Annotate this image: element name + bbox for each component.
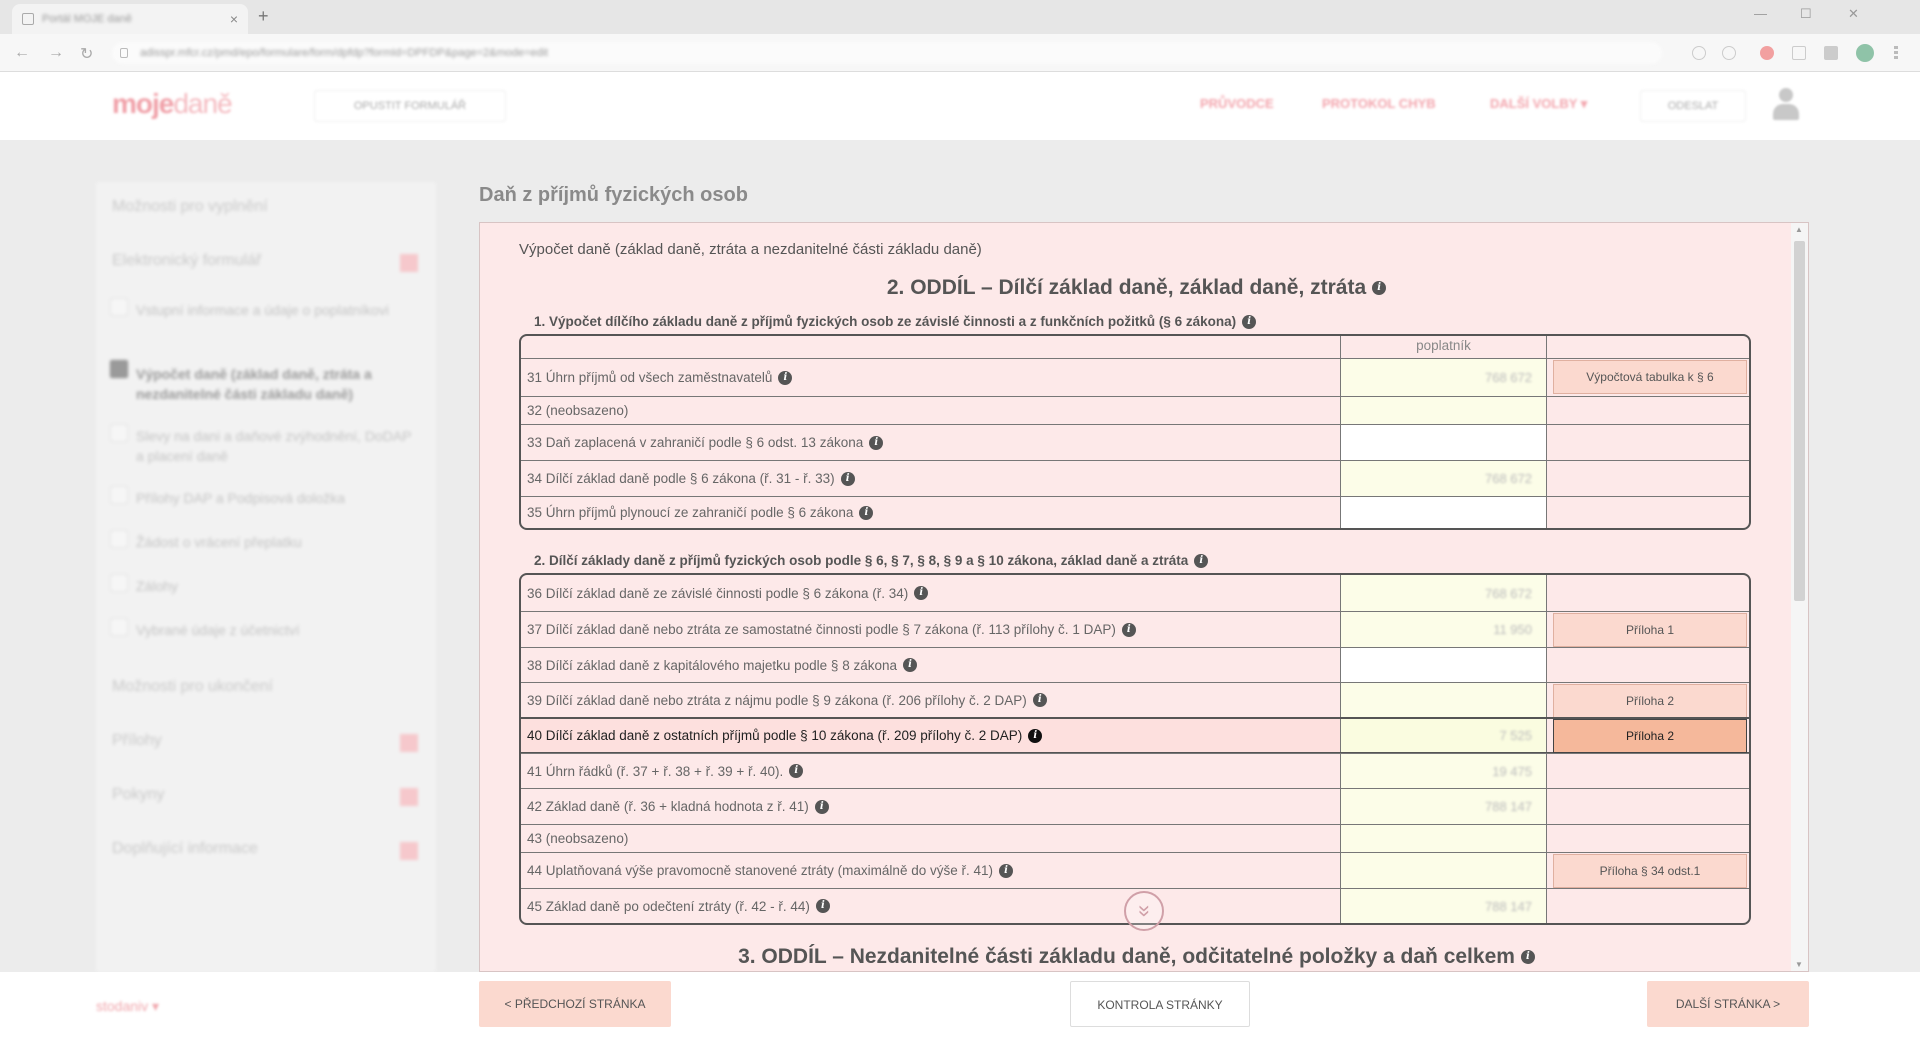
row-label: 35 Úhrn příjmů plynoucí ze zahraničí podle § 6 zákona i: [521, 497, 1341, 528]
user-avatar-icon[interactable]: [1770, 88, 1802, 122]
row-43-value: [1341, 825, 1547, 852]
window-close-icon[interactable]: ✕: [1848, 6, 1859, 21]
row-44-value: [1341, 853, 1547, 888]
row-label: 45 Základ daně po odečtení ztráty (ř. 42 - ř. 44) i: [521, 889, 1341, 923]
close-icon[interactable]: ×: [229, 11, 238, 27]
footer: [0, 972, 1920, 1040]
table-row: [521, 788, 1749, 824]
table-row: [521, 460, 1749, 496]
row-45-value: 788 147: [1341, 889, 1547, 923]
table-row: [521, 496, 1749, 528]
table-row: [521, 682, 1749, 717]
checkbox-icon: [110, 486, 128, 504]
sidebar-item-refund-request[interactable]: Žádost o vrácení přeplatku: [136, 534, 302, 550]
sidebar-error-mark-icon: [400, 788, 418, 806]
sidebar-section-finish: Možnosti pro ukončení: [112, 678, 273, 695]
checkbox-icon: [110, 574, 128, 592]
info-icon[interactable]: i: [1028, 729, 1042, 743]
column-header-taxpayer: poplatník: [1341, 336, 1547, 358]
scroll-down-arrow-icon[interactable]: ▼: [1795, 960, 1803, 969]
row-34-value: 768 672: [1341, 461, 1547, 496]
sidebar-item-attachments-signature[interactable]: Přílohy DAP a Podpisová doložka: [136, 490, 346, 506]
info-icon[interactable]: i: [789, 764, 803, 778]
row-33-input[interactable]: [1341, 425, 1547, 460]
row-label: 32 (neobsazeno): [521, 397, 1341, 424]
next-page-button[interactable]: DALŠÍ STRÁNKA >: [1647, 981, 1809, 1027]
browser-tab[interactable]: [12, 4, 248, 34]
address-bar-area: [0, 34, 1920, 72]
checkbox-icon: [110, 530, 128, 548]
table-row: [521, 611, 1749, 647]
extension-icon[interactable]: [1692, 46, 1706, 60]
checkbox-icon: [110, 424, 128, 442]
checkbox-icon: [110, 618, 128, 636]
row-38-input[interactable]: [1341, 648, 1547, 682]
check-page-button[interactable]: KONTROLA STRÁNKY: [1070, 981, 1250, 1027]
lock-icon: [120, 48, 128, 58]
info-icon[interactable]: i: [859, 506, 873, 520]
attachment-2-other-button[interactable]: Příloha 2: [1553, 719, 1747, 753]
sidebar-item-attachments[interactable]: Přílohy: [112, 732, 162, 749]
favicon-icon: [22, 13, 34, 25]
table-row: [521, 647, 1749, 682]
row-label: 33 Daň zaplacená v zahraničí podle § 6 odst. 13 zákona i: [521, 425, 1341, 460]
vertical-scrollbar[interactable]: [1791, 223, 1808, 971]
sidebar-error-mark-icon: [400, 734, 418, 752]
nav-error-log-link[interactable]: PROTOKOL CHYB: [1322, 96, 1436, 111]
sidebar-section-options: Možnosti pro vyplnění: [112, 198, 268, 215]
table-part-1: [519, 334, 1751, 530]
language-link[interactable]: stodaniv ▾: [96, 998, 160, 1014]
header-label-cell: [521, 336, 1341, 358]
scroll-up-arrow-icon[interactable]: ▲: [1795, 225, 1803, 234]
sidebar-error-mark-icon: [400, 842, 418, 860]
table-row: [521, 424, 1749, 460]
sidebar-item-advances[interactable]: Zálohy: [136, 578, 179, 594]
star-icon[interactable]: [1722, 46, 1736, 60]
row-40-value: 7 525: [1341, 719, 1547, 752]
row-37-value: 11 950: [1341, 612, 1547, 647]
row-32-value: [1341, 397, 1547, 424]
info-icon[interactable]: i: [815, 800, 829, 814]
row-label: 43 (neobsazeno): [521, 825, 1341, 852]
info-icon[interactable]: i: [999, 864, 1013, 878]
sidebar-error-mark-icon: [400, 254, 418, 272]
tab-title: Portál MOJE daně: [42, 13, 132, 25]
calc-table-s6-button[interactable]: Výpočtová tabulka k § 6: [1553, 360, 1747, 394]
sidebar-item-additional-info[interactable]: Doplňující informace: [112, 840, 258, 857]
previous-page-button[interactable]: < PŘEDCHOZÍ STRÁNKA: [479, 981, 671, 1027]
row-label: 38 Dílčí základ daně z kapitálového majetku podle § 8 zákona i: [521, 648, 1341, 682]
sidebar-item-instructions[interactable]: Pokyny: [112, 786, 165, 803]
info-icon[interactable]: i: [1194, 554, 1208, 568]
sidebar-section-form[interactable]: Elektronický formulář: [112, 252, 262, 269]
table-row: [521, 824, 1749, 852]
form-subtitle: Výpočet daně (základ daně, ztráta a nezdanitelné části základu daně): [519, 241, 982, 258]
form-panel: [479, 222, 1809, 972]
row-label: 42 Základ daně (ř. 36 + kladná hodnota z ř. 41) i: [521, 789, 1341, 824]
row-label: 31 Úhrn příjmů od všech zaměstnavatelů i: [521, 359, 1341, 396]
reload-icon[interactable]: ↻: [80, 46, 94, 63]
info-icon[interactable]: i: [903, 658, 917, 672]
minimize-icon[interactable]: —: [1754, 6, 1767, 21]
checkbox-active-icon: [110, 360, 128, 378]
puzzle-icon[interactable]: [1824, 46, 1838, 60]
attachment-1-button[interactable]: Příloha 1: [1553, 613, 1747, 647]
new-tab-icon[interactable]: +: [258, 6, 269, 26]
table-row: [521, 358, 1749, 396]
info-icon[interactable]: i: [1122, 623, 1136, 637]
attachment-2-rent-button[interactable]: Příloha 2: [1553, 684, 1747, 718]
info-icon[interactable]: i: [914, 586, 928, 600]
row-label: 36 Dílčí základ daně ze závislé činnosti podle § 6 zákona (ř. 34) i: [521, 575, 1341, 611]
row-36-value: 768 672: [1341, 575, 1547, 611]
sidebar-item-tax-credits[interactable]: Slevy na dani a daňové zvýhodnění, DoDAP a placení daně: [136, 428, 412, 464]
part-2-heading: 2. Dílčí základy daně z příjmů fyzických osob podle § 6, § 7, § 8, § 9 a § 10 zákona, základ daně a ztráta i: [534, 553, 1208, 568]
row-31-value: 768 672: [1341, 359, 1547, 396]
row-label: 37 Dílčí základ daně nebo ztráta ze samostatné činnosti podle § 7 zákona (ř. 113 přílohy č. 1 DAP) i: [521, 612, 1341, 647]
scroll-down-icon[interactable]: »: [1124, 891, 1164, 931]
profile-avatar-icon[interactable]: [1856, 44, 1874, 62]
info-icon[interactable]: i: [1033, 693, 1047, 707]
maximize-icon[interactable]: ☐: [1800, 6, 1812, 21]
table-row-selected: [521, 717, 1749, 753]
row-42-value: 788 147: [1341, 789, 1547, 824]
section-3-heading: 3. ODDÍL – Nezdanitelné části základu daně, odčitatelné položky a daň celkem i: [480, 945, 1793, 969]
browser-menu-icon[interactable]: [1894, 46, 1898, 60]
page-title: Daň z příjmů fyzických osob: [479, 184, 748, 206]
extension-box-icon[interactable]: [1792, 46, 1806, 60]
info-icon[interactable]: i: [841, 472, 855, 486]
info-icon[interactable]: i: [1242, 315, 1256, 329]
sidebar-item-accounting-data[interactable]: Vybrané údaje z účetnictví: [136, 622, 300, 638]
info-icon[interactable]: i: [1521, 950, 1535, 964]
table-row: [521, 852, 1749, 888]
table-row: [521, 575, 1749, 611]
attachment-s34-button[interactable]: Příloha § 34 odst.1: [1553, 854, 1747, 888]
nav-guide-link[interactable]: PRŮVODCE: [1200, 96, 1274, 111]
sidebar-item-tax-calculation[interactable]: Výpočet daně (základ daně, ztráta a nezdanitelné části základu daně): [136, 366, 372, 402]
row-label: 44 Uplatňovaná výše pravomocně stanovené ztráty (maximálně do výše ř. 41) i: [521, 853, 1341, 888]
table-row: [521, 753, 1749, 788]
logo[interactable]: mojedaně: [112, 88, 232, 119]
forward-arrow-icon[interactable]: →: [48, 44, 64, 61]
table-part-2: [519, 573, 1751, 925]
table-header-row: [521, 336, 1749, 358]
sidebar: [96, 182, 436, 972]
row-41-value: 19 475: [1341, 754, 1547, 788]
row-label: 39 Dílčí základ daně nebo ztráta z nájmu podle § 9 zákona (ř. 206 přílohy č. 2 DAP) i: [521, 683, 1341, 717]
row-label: 40 Dílčí základ daně z ostatních příjmů podle § 10 zákona (ř. 209 přílohy č. 2 DAP) i: [521, 719, 1341, 752]
section-2-heading: 2. ODDÍL – Dílčí základ daně, základ daně, ztráta i: [480, 276, 1793, 300]
leave-form-button[interactable]: OPUSTIT FORMULÁŘ: [314, 90, 506, 122]
part-1-heading: 1. Výpočet dílčího základu daně z příjmů fyzických osob ze závislé činnosti a z funkčních požitků (§ 6 zákona) i: [534, 314, 1256, 329]
browser-tabbar: [0, 0, 1920, 34]
submit-button[interactable]: ODESLAT: [1640, 90, 1746, 122]
app-header: [0, 72, 1920, 140]
row-label: 41 Úhrn řádků (ř. 37 + ř. 38 + ř. 39 + ř. 40). i: [521, 754, 1341, 788]
sidebar-item-taxpayer-info[interactable]: Vstupní informace a údaje o poplatníkovi: [136, 302, 389, 318]
table-row: [521, 396, 1749, 424]
scrollbar-thumb[interactable]: [1794, 241, 1805, 601]
nav-more-options-link[interactable]: DALŠÍ VOLBY ▾: [1490, 96, 1588, 111]
back-arrow-icon[interactable]: ←: [14, 44, 30, 61]
extension-red-icon[interactable]: [1760, 46, 1774, 60]
row-39-value: [1341, 683, 1547, 717]
row-label: 34 Dílčí základ daně podle § 6 zákona (ř. 31 - ř. 33) i: [521, 461, 1341, 496]
info-icon[interactable]: i: [869, 436, 883, 450]
info-icon[interactable]: i: [1372, 281, 1386, 295]
info-icon[interactable]: i: [816, 899, 830, 913]
url-input[interactable]: adisspr.mfcr.cz/pmd/epo/formulare/form/dpfdp?formId=DPFDP&page=2&mode=edit: [112, 42, 1662, 64]
checkbox-icon: [110, 298, 128, 316]
info-icon[interactable]: i: [778, 371, 792, 385]
row-35-input[interactable]: [1341, 497, 1547, 528]
